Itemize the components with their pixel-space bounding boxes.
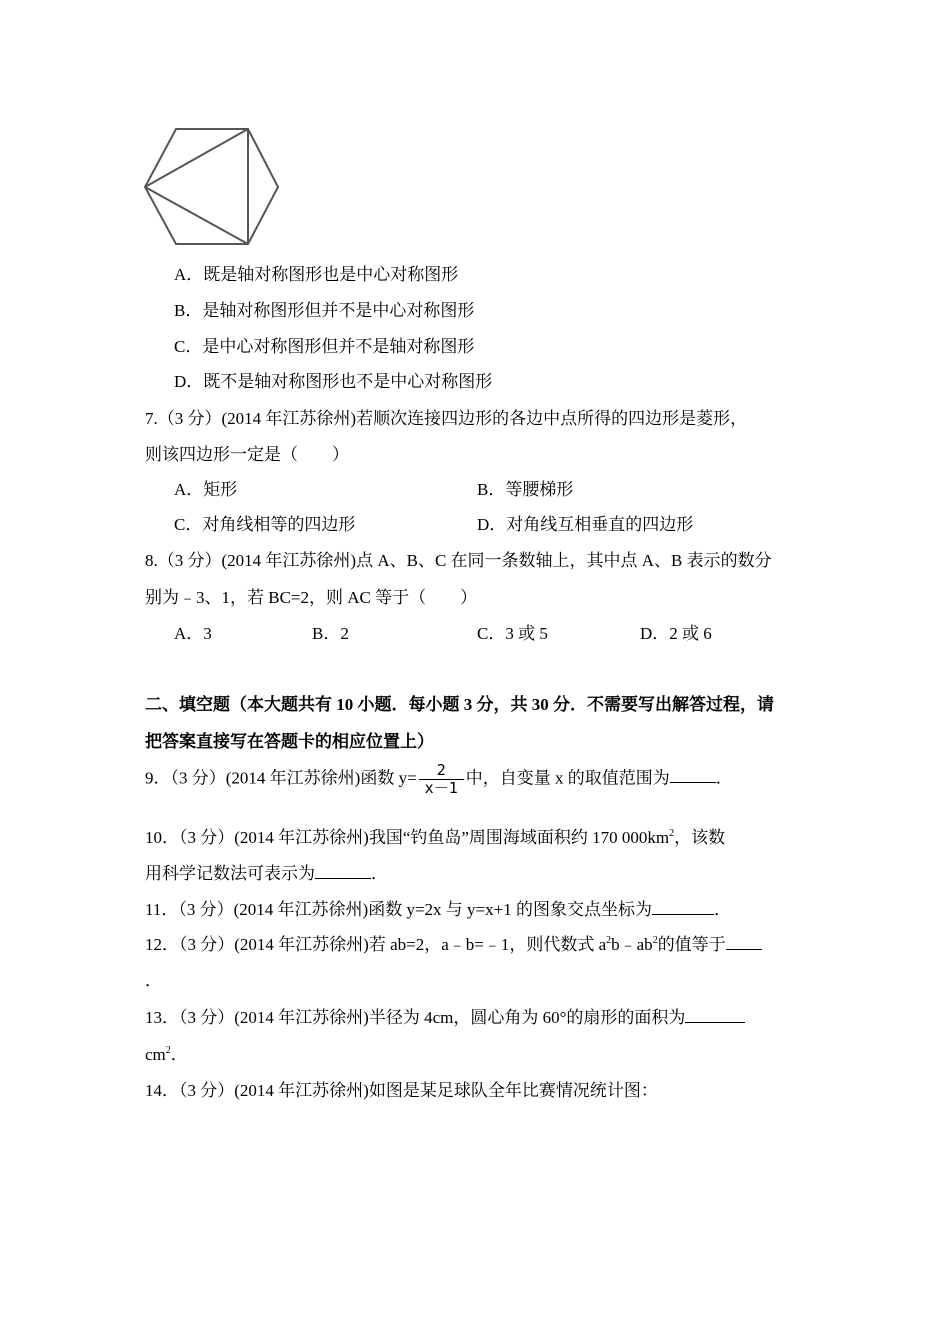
q12-superscript-1: 2 xyxy=(606,935,612,946)
q9-end: ． xyxy=(715,768,733,788)
q11-prefix: 11．（3 分）(2014 年江苏徐州)函数 y=2x 与 y=x+1 的图象交点坐标为 xyxy=(145,900,652,919)
q13-line2 xyxy=(145,1040,188,1065)
q13-line1 xyxy=(145,1003,745,1028)
q10-line1 xyxy=(145,823,725,848)
q7-option-c: C．对角线相等的四边形 xyxy=(174,515,356,534)
q7-option-b: B．等腰梯形 xyxy=(477,480,574,499)
q6-option-a: A．既是轴对称图形也是中心对称图形 xyxy=(174,265,459,284)
q8-line1: 8.（3 分）(2014 年江苏徐州)点 A、B、C 在同一条数轴上，其中点 A、B 表示的数分 xyxy=(145,551,772,570)
q10-end: ． xyxy=(371,864,388,883)
q9-fraction xyxy=(419,762,464,797)
hexagon-figure xyxy=(138,122,284,252)
q7-line1: 7.（3 分）(2014 年江苏徐州)若顺次连接四边形的各边中点所得的四边形是菱形， xyxy=(145,409,748,428)
q12-text-3: 的值等于 xyxy=(657,935,726,954)
q14: 14．（3 分）(2014 年江苏徐州)如图是某足球队全年比赛情况统计图： xyxy=(145,1081,658,1100)
q9-fraction-numerator: 2 xyxy=(436,761,446,779)
q11-end: ． xyxy=(713,900,731,919)
q12-answer-blank[interactable] xyxy=(726,935,762,950)
q12-line2: ． xyxy=(145,971,162,990)
q12-text-1: 12．（3 分）(2014 年江苏徐州)若 ab=2，a﹣b=﹣1，则代数式 a xyxy=(145,935,607,954)
q12-text-2: b﹣ab xyxy=(611,935,653,954)
q9-suffix: 中，自变量 x 的取值范围为 xyxy=(465,768,670,788)
q13-superscript: 2 xyxy=(165,1045,171,1056)
q8-option-d: D．2 或 6 xyxy=(640,624,712,643)
q7-option-a: A．矩形 xyxy=(174,480,238,499)
section2-heading-line1: 二、填空题（本大题共有 10 小题．每小题 3 分，共 30 分．不需要写出解答过程，请 xyxy=(145,695,774,714)
q10-line2-prefix: 用科学记数法可表示为 xyxy=(145,864,315,883)
q9-answer-blank[interactable] xyxy=(670,768,716,783)
q10-line1-suffix: ，该数 xyxy=(674,828,726,847)
q9-prefix: 9．（3 分）(2014 年江苏徐州)函数 y= xyxy=(145,768,417,788)
section2-heading-line2: 把答案直接写在答题卡的相应位置上） xyxy=(145,732,434,751)
q13-line1-prefix: 13．（3 分）(2014 年江苏徐州)半径为 4cm，圆心角为 60°的扇形的面积为 xyxy=(145,1008,686,1027)
q11-answer-blank[interactable] xyxy=(652,900,714,915)
q8-line2: 别为﹣3、1，若 BC=2，则 AC 等于（ ） xyxy=(145,588,478,607)
q12-line1 xyxy=(145,930,762,955)
q8-option-a: A．3 xyxy=(174,624,212,643)
q13-end: ． xyxy=(170,1045,188,1064)
q12-superscript-2: 2 xyxy=(652,935,658,946)
q10-superscript: 2 xyxy=(669,828,675,839)
q10-line1-prefix: 10．（3 分）(2014 年江苏徐州)我国“钓鱼岛”周围海域面积约 170 000km xyxy=(145,828,670,847)
q8-option-c: C．3 或 5 xyxy=(477,624,548,643)
q11 xyxy=(145,895,731,920)
q6-option-b: B．是轴对称图形但并不是中心对称图形 xyxy=(174,301,475,320)
hexagon-outline xyxy=(145,129,278,244)
q13-answer-blank[interactable] xyxy=(685,1008,745,1023)
q7-option-d: D．对角线互相垂直的四边形 xyxy=(477,515,694,534)
q8-option-b: B．2 xyxy=(312,624,349,643)
q9 xyxy=(145,762,733,797)
q13-unit: cm xyxy=(145,1045,166,1064)
q6-option-d: D．既不是轴对称图形也不是中心对称图形 xyxy=(174,372,493,391)
q10-line2 xyxy=(145,859,388,884)
q6-option-c: C．是中心对称图形但并不是轴对称图形 xyxy=(174,337,475,356)
q9-fraction-denominator: x－1 xyxy=(419,779,464,797)
q10-answer-blank[interactable] xyxy=(315,864,371,879)
q7-line2: 则该四边形一定是（ ） xyxy=(145,445,349,464)
